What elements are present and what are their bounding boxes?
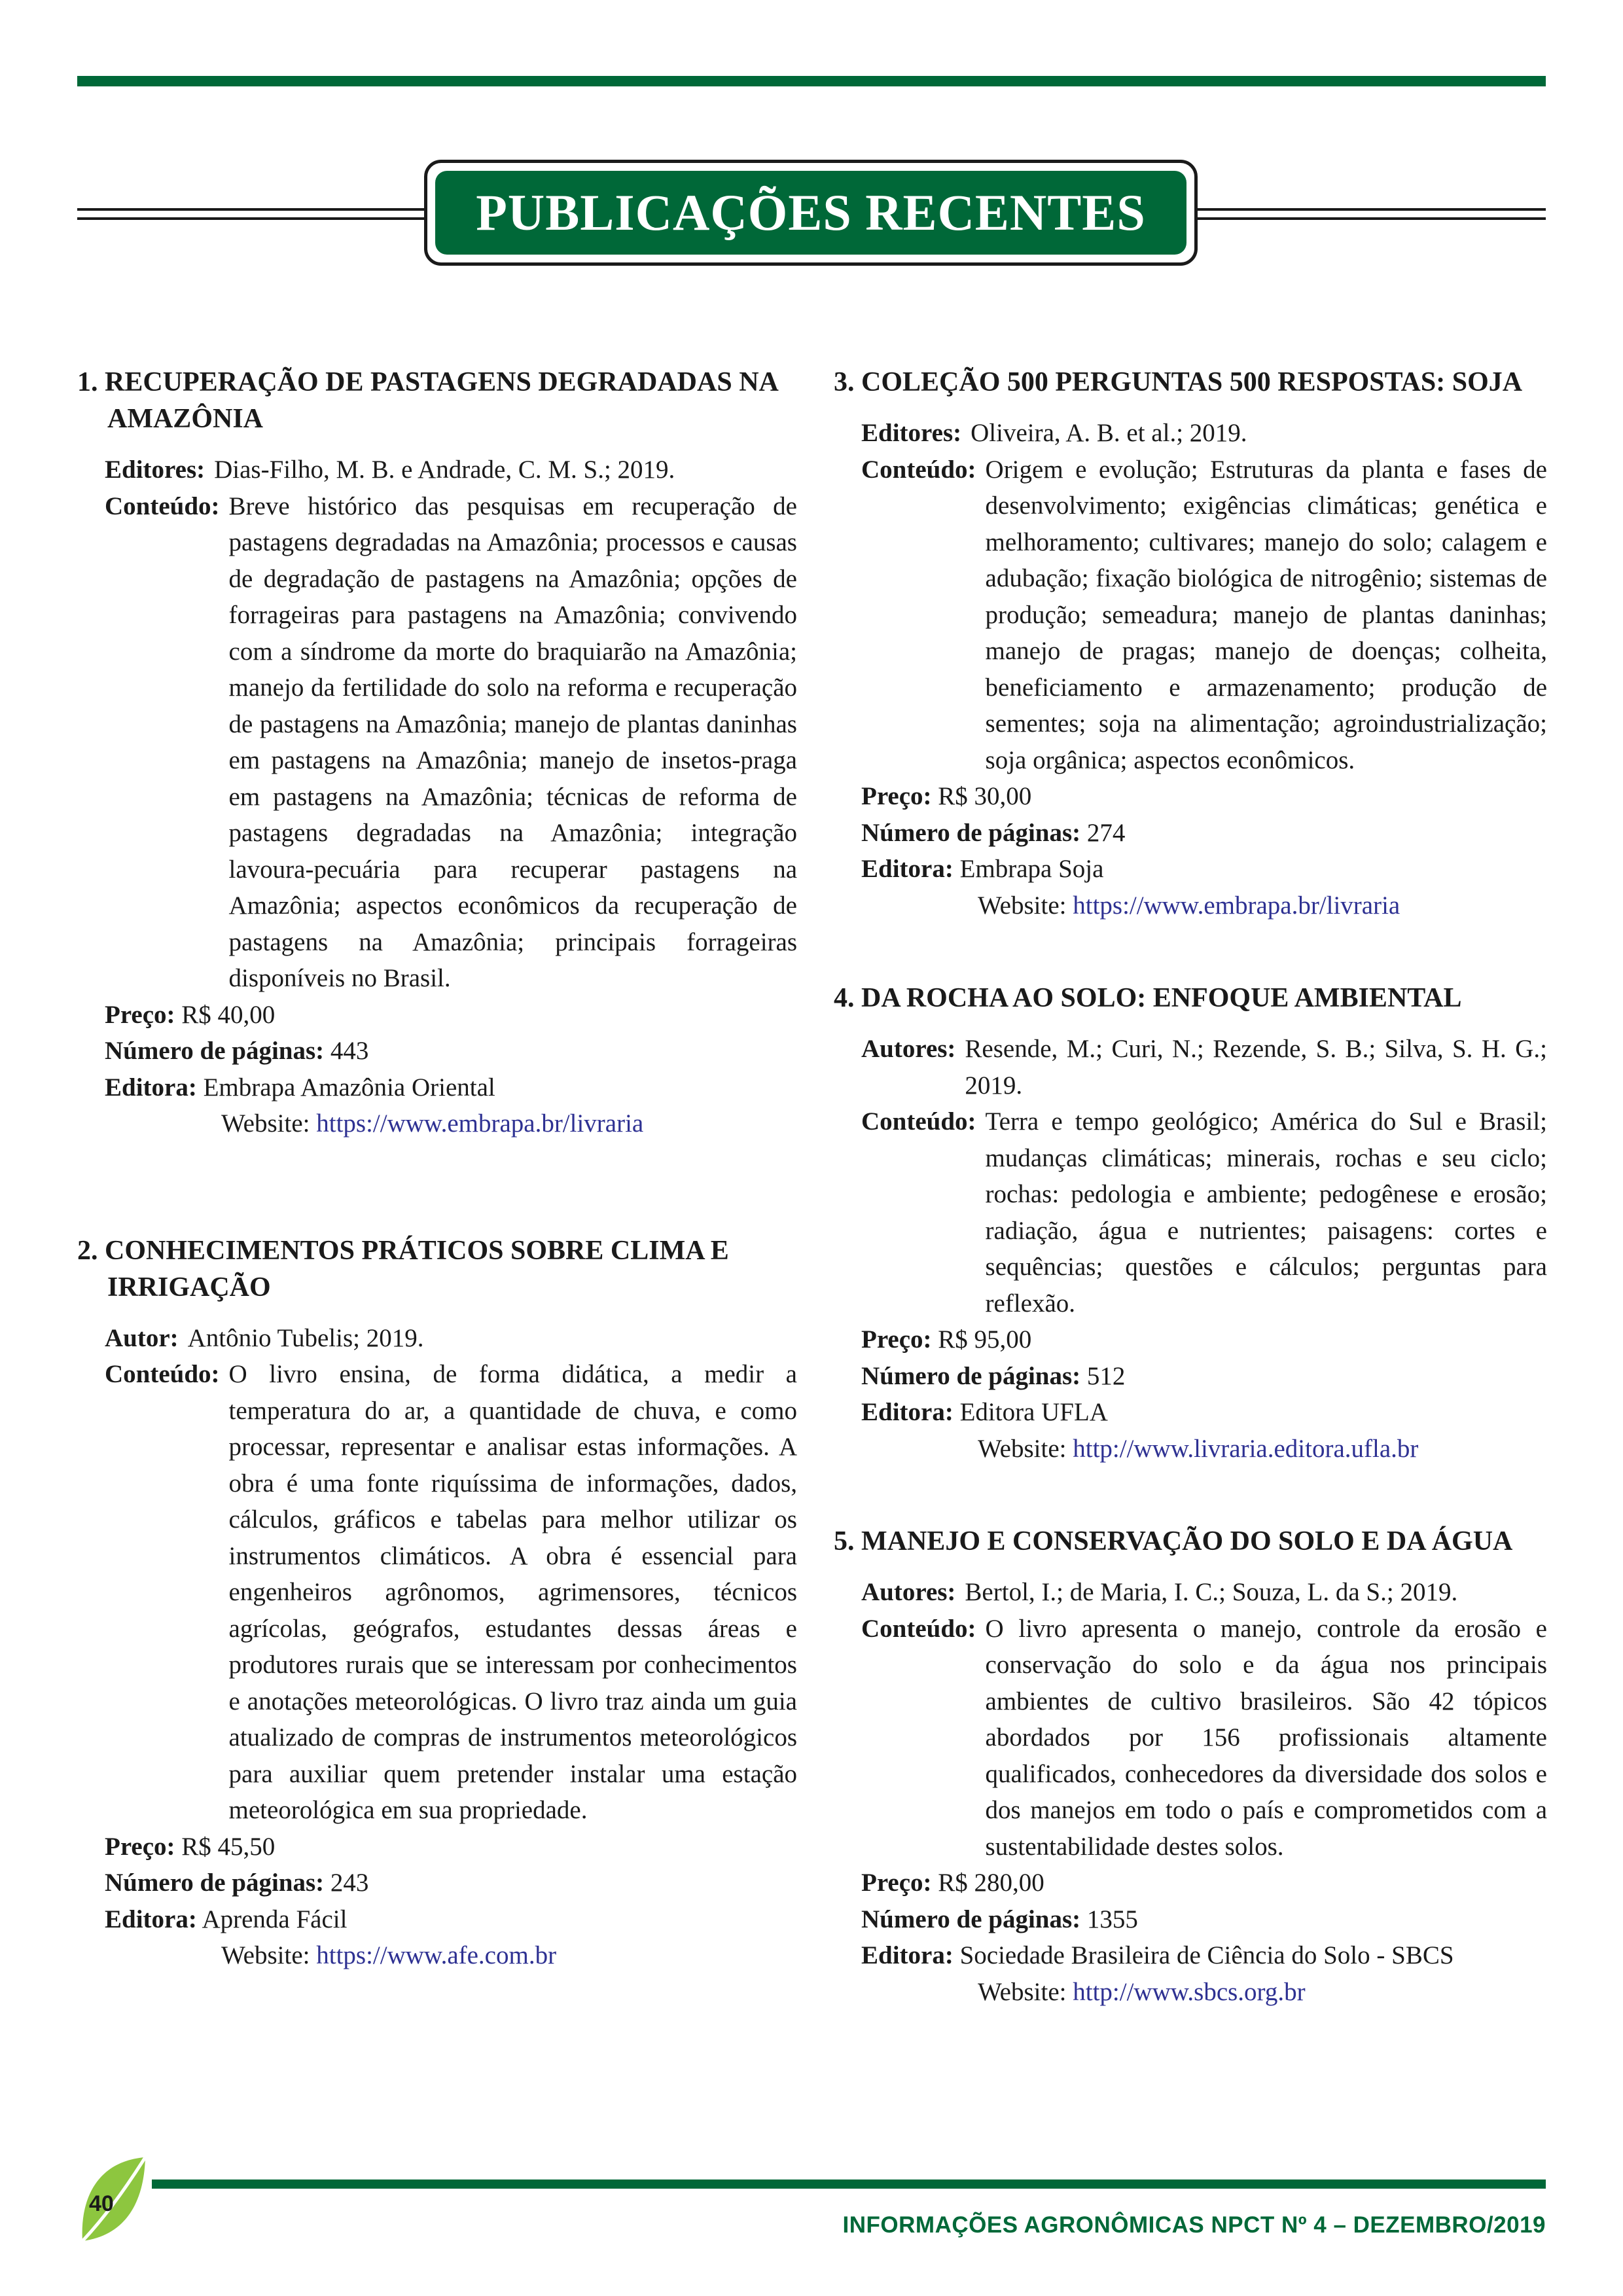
entry-title: 4. DA ROCHA AO SOLO: ENFOQUE AMBIENTAL [834,983,1462,1013]
entry-publisher: Editora: Sociedade Brasileira de Ciência do Solo - SBCS [861,1941,1454,1969]
entry-website: Website: https://www.embrapa.br/livraria [221,1109,644,1138]
entry-pages: Número de páginas: 512 [861,1361,1126,1390]
entry-publisher: Editora: Embrapa Amazônia Oriental [105,1073,495,1102]
entry-title: 5. MANEJO E CONSERVAÇÃO DO SOLO E DA ÁGUA [834,1526,1513,1556]
entry-author: Autor: Antônio Tubelis; 2019. [105,1323,424,1352]
entry-content: Conteúdo: O livro ensina, de forma didática, a medir a temperatura do ar, a quantidade de chuva, e como processar, representar e analisar estas informações. A obra é uma fonte riquíssima de informações, dados, cálculos, gráficos e tabelas para melhor utilizar os instrumentos climáticos. A obra é essencial para engenheiros agrônomos, agrimensores, técnicos agrícolas, geógrafos, estudantes dessas áreas e produtores rurais que se interessam por conhecimentos e anotações meteorológicas. O livro traz ainda um guia atualizado de compras de instrumentos meteorológicos para auxiliar quem pretender instalar uma estação meteorológica em sua propriedade. [105,1360,797,1824]
entry-price: Preço: R$ 95,00 [861,1325,1032,1354]
entry-content: Conteúdo: Origem e evolução; Estruturas da planta e fases de desenvolvimento; exigências climáticas; genética e melhoramento; cultivares; manejo do solo; calagem e adubação; fixação biológica de nitrogênio; sistemas de produção; semeadura; manejo de plantas daninhas; manejo de pragas; manejo de doenças; colheita, beneficiamento e armazenamento; produção de sementes; soja na alimentação; agroindustrialização; soja orgânica; aspectos econômicos. [861,455,1547,774]
publication-entry-2 [77,1232,797,1974]
right-column [834,364,1547,2010]
publication-entry-1 [77,364,797,1142]
entry-title: 2. CONHECIMENTOS PRÁTICOS SOBRE CLIMA E IRRIGAÇÃO [77,1235,729,1302]
entry-pages: Número de páginas: 243 [105,1869,369,1897]
entry-authors: Autores: Resende, M.; Curi, N.; Rezende, S. B.; Silva, S. H. G.; 2019. [861,1035,1547,1100]
entry-price: Preço: R$ 45,50 [105,1832,276,1861]
top-green-rule [77,76,1546,86]
bottom-green-rule [152,2179,1546,2189]
entry-publisher: Editora: Aprenda Fácil [105,1905,348,1933]
website-link[interactable]: http://www.livraria.editora.ufla.br [1073,1434,1419,1463]
entry-pages: Número de páginas: 443 [105,1037,369,1065]
entry-publisher: Editora: Embrapa Soja [861,855,1104,883]
left-column [77,364,797,1974]
publication-entry-3 [834,364,1547,924]
website-link[interactable]: https://www.embrapa.br/livraria [1073,891,1400,920]
page-number: 40 [89,2191,114,2216]
entry-title: 1. RECUPERAÇÃO DE PASTAGENS DEGRADADAS NA AMAZÔNIA [77,367,777,434]
entry-content: Conteúdo: Breve histórico das pesquisas em recuperação de pastagens degradadas na Amazônia; processos e causas de degradação de pastagens na Amazônia; opções de forrageiras para pastagens na Amazônia; convivendo com a síndrome da morte do braquiarão na Amazônia; manejo da fertilidade do solo na reforma e recuperação de pastagens na Amazônia; manejo de plantas daninhas em pastagens na Amazônia; manejo de insetos-praga em pastagens na Amazônia; técnicas de reforma de pastagens degradadas na Amazônia; integração lavoura-pecuária para recuperar pastagens na Amazônia; aspectos econômicos da recuperação de pastagens na Amazônia; principais forrageiras disponíveis no Brasil. [105,492,797,992]
entry-content: Conteúdo: O livro apresenta o manejo, controle da erosão e conservação do solo e da água nos principais ambientes de cultivo brasileiros. São 42 tópicos abordados por 156 profissionais altamente qualificados, conhecedores da diversidade dos solos e dos manejos em todo o país e comprometidos com a sustentabilidade destes solos. [861,1614,1547,1861]
publication-entry-5 [834,1523,1547,2010]
section-title-banner [424,160,1198,266]
entry-editors: Editores: Dias-Filho, M. B. e Andrade, C. M. S.; 2019. [105,456,675,484]
entry-price: Preço: R$ 30,00 [861,782,1032,810]
entry-title: 3. COLEÇÃO 500 PERGUNTAS 500 RESPOSTAS: SOJA [834,367,1523,397]
entry-editors: Editores: Oliveira, A. B. et al.; 2019. [861,419,1247,447]
entry-content: Conteúdo: Terra e tempo geológico; América do Sul e Brasil; mudanças climáticas; minerais, rochas e seu ciclo; rochas: pedologia e ambiente; pedogênese e erosão; radiação, água e nutrientes; paisagens: cortes e sequências; questões e cálculos; perguntas para reflexão. [861,1107,1547,1318]
publication-entry-4 [834,980,1547,1467]
entry-authors: Autores: Bertol, I.; de Maria, I. C.; Souza, L. da S.; 2019. [861,1578,1458,1606]
entry-website: Website: https://www.embrapa.br/livraria [978,891,1400,920]
entry-website: Website: http://www.sbcs.org.br [978,1977,1306,2006]
publication-footer: INFORMAÇÕES AGRONÔMICAS NPCT Nº 4 – DEZEMBRO/2019 [842,2212,1546,2238]
entry-pages: Número de páginas: 274 [861,818,1126,847]
entry-price: Preço: R$ 40,00 [105,1000,276,1029]
entry-website: Website: http://www.livraria.editora.ufla.br [978,1434,1419,1463]
website-link[interactable]: https://www.afe.com.br [316,1941,557,1969]
entry-price: Preço: R$ 280,00 [861,1869,1044,1897]
entry-website: Website: https://www.afe.com.br [221,1941,557,1969]
entry-publisher: Editora: Editora UFLA [861,1398,1108,1426]
page-title: PUBLICAÇÕES RECENTES [435,171,1186,255]
website-link[interactable]: http://www.sbcs.org.br [1073,1977,1306,2006]
entry-pages: Número de páginas: 1355 [861,1905,1138,1933]
website-link[interactable]: https://www.embrapa.br/livraria [316,1109,644,1138]
